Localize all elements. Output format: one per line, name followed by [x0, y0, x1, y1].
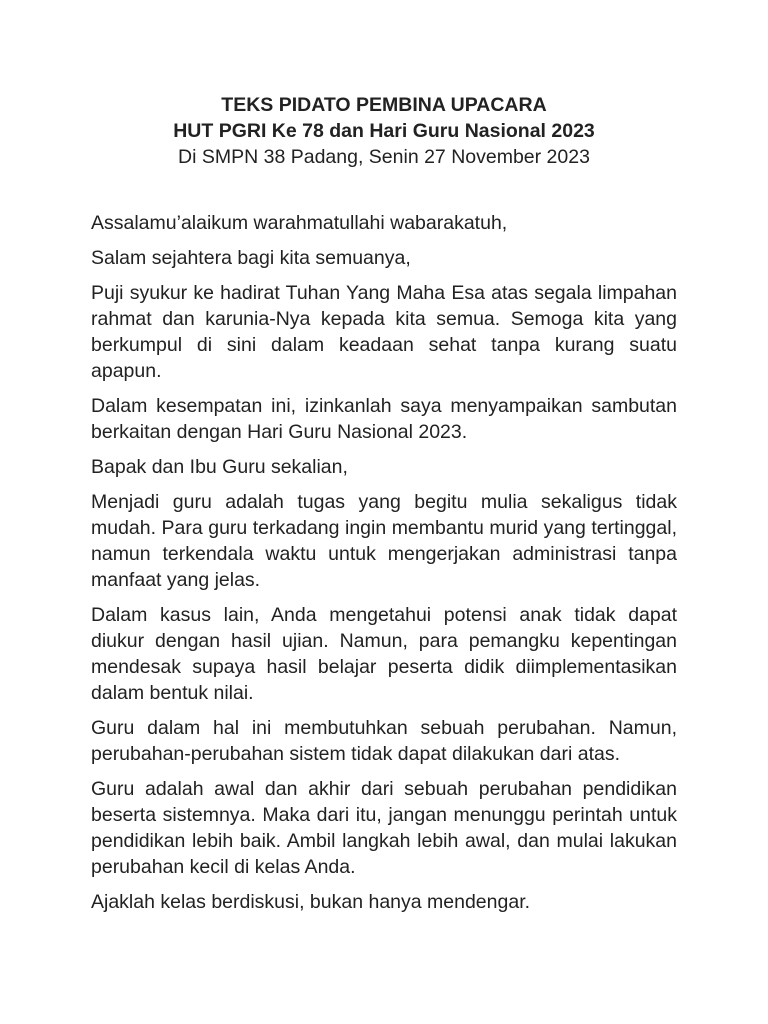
paragraph: Dalam kesempatan ini, izinkanlah saya menyampaikan sambutan berkaitan dengan Hari Guru Nasional 2023.: [91, 395, 677, 443]
document-page: [91, 92, 677, 924]
document-subtitle: Di SMPN 38 Padang, Senin 27 November 2023: [178, 146, 590, 168]
paragraph: Guru adalah awal dan akhir dari sebuah perubahan pendidikan beserta sistemnya. Maka dari itu, jangan menunggu perintah untuk pendidikan lebih baik. Ambil langkah lebih awal, dan mulai lakukan perubahan kecil di kelas Anda.: [91, 778, 677, 878]
paragraph: Menjadi guru adalah tugas yang begitu mulia sekaligus tidak mudah. Para guru terkadang ingin membantu murid yang tertinggal, namun terkendala waktu untuk mengerjakan administrasi tanpa manfaat yang jelas.: [91, 491, 677, 591]
paragraph-salutation: Salam sejahtera bagi kita semuanya,: [91, 247, 411, 269]
document-title: TEKS PIDATO PEMBINA UPACARA: [221, 94, 547, 116]
paragraph: Puji syukur ke hadirat Tuhan Yang Maha Esa atas segala limpahan rahmat dan karunia-Nya kepada kita semua. Semoga kita yang berkumpul di sini dalam keadaan sehat tanpa kurang suatu apapun.: [91, 282, 677, 382]
document-header: [91, 92, 677, 170]
paragraph: Guru dalam hal ini membutuhkan sebuah perubahan. Namun, perubahan-perubahan sistem tidak dapat dilakukan dari atas.: [91, 717, 677, 765]
document-title-line2: HUT PGRI Ke 78 dan Hari Guru Nasional 2023: [173, 120, 595, 142]
paragraph: Bapak dan Ibu Guru sekalian,: [91, 456, 348, 478]
paragraph: Dalam kasus lain, Anda mengetahui potensi anak tidak dapat diukur dengan hasil ujian. Namun, para pemangku kepentingan mendesak supaya hasil belajar peserta didik diimplementasikan dalam bentuk nilai.: [91, 604, 677, 704]
paragraph: Ajaklah kelas berdiskusi, bukan hanya mendengar.: [91, 891, 531, 913]
document-body: [91, 210, 677, 915]
paragraph-greeting: Assalamu’alaikum warahmatullahi wabarakatuh,: [91, 212, 508, 234]
